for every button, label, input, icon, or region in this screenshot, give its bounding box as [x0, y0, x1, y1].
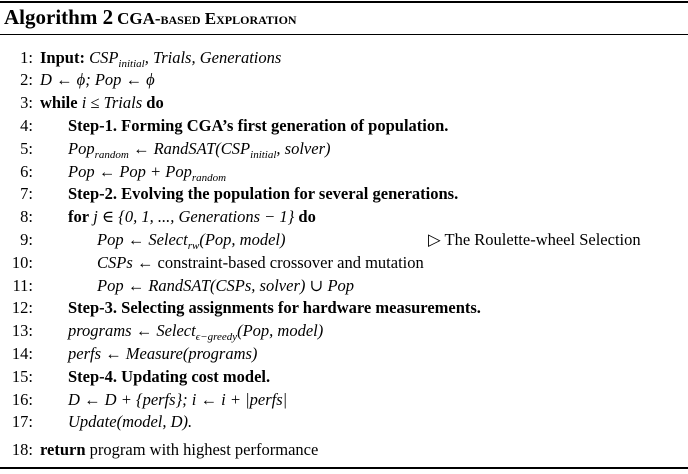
algorithm-title — [4, 5, 297, 30]
line-number: 6: — [20, 162, 33, 181]
line-code: Update(model, D). — [68, 412, 193, 431]
line-comment: ▷ The Roulette-wheel Selection — [428, 230, 641, 249]
line-number: 8: — [20, 207, 33, 226]
line-number: 7: — [20, 184, 33, 203]
top-rule — [0, 1, 688, 3]
line-code: Pop ← Pop + Pop$_{random}$ — [68, 162, 227, 184]
line-number: 9: — [20, 230, 33, 249]
line-code: programs ← Select$_{\epsilon-greedy}$(Pop, model) — [68, 321, 324, 343]
line-number: 1: — [20, 48, 33, 67]
line-number: 2: — [20, 70, 33, 89]
line-number: 13: — [11, 321, 33, 340]
line-code: D ← D + {perfs}; i ← i + |perfs| — [68, 390, 288, 409]
line-code: for j ∈ {0, 1, ..., Generations − 1} do — [68, 207, 316, 226]
title-rule — [0, 34, 688, 35]
line-number: 4: — [20, 116, 33, 135]
line-number: 11: — [12, 276, 33, 295]
line-number: 10: — [11, 253, 33, 272]
step-heading: Step-1. Forming CGA’s first generation of population. — [68, 116, 449, 135]
line-number: 3: — [20, 93, 33, 112]
line-code: while i ≤ Trials do — [40, 93, 164, 112]
step-heading: Step-3. Selecting assignments for hardware measurements. — [68, 298, 481, 317]
line-number: 12: — [11, 298, 33, 317]
step-heading: Step-2. Evolving the population for several generations. — [68, 184, 459, 203]
line-number: 14: — [11, 344, 33, 363]
line-code: CSPs ← constraint-based crossover and mutation — [97, 253, 424, 272]
line-code: Input: $CSP_{initial}$, Trials, Generations — [40, 48, 282, 70]
line-number: 15: — [11, 367, 33, 386]
line-number: 17: — [11, 412, 33, 431]
line-code: Pop ← RandSAT(CSPs, solver) ∪ Pop — [97, 276, 355, 295]
line-code: D ← ϕ; Pop ← ϕ — [40, 70, 155, 89]
line-code: Pop$_{random}$ ← $RandSAT(CSP_{initial}$, solver) — [68, 139, 331, 161]
line-number: 18: — [11, 440, 33, 459]
algorithm-name: CGA-based Exploration — [117, 9, 297, 28]
step-heading: Step-4. Updating cost model. — [68, 367, 271, 386]
line-code: perfs ← Measure(programs) — [68, 344, 258, 363]
bottom-rule — [0, 467, 688, 469]
line-code: return program with highest performance — [40, 440, 319, 459]
line-code: Pop ← Select$_{rw}$(Pop, model) — [97, 230, 286, 252]
line-number: 16: — [11, 390, 33, 409]
algorithm-number: Algorithm 2 — [4, 5, 114, 29]
line-number: 5: — [20, 139, 33, 158]
